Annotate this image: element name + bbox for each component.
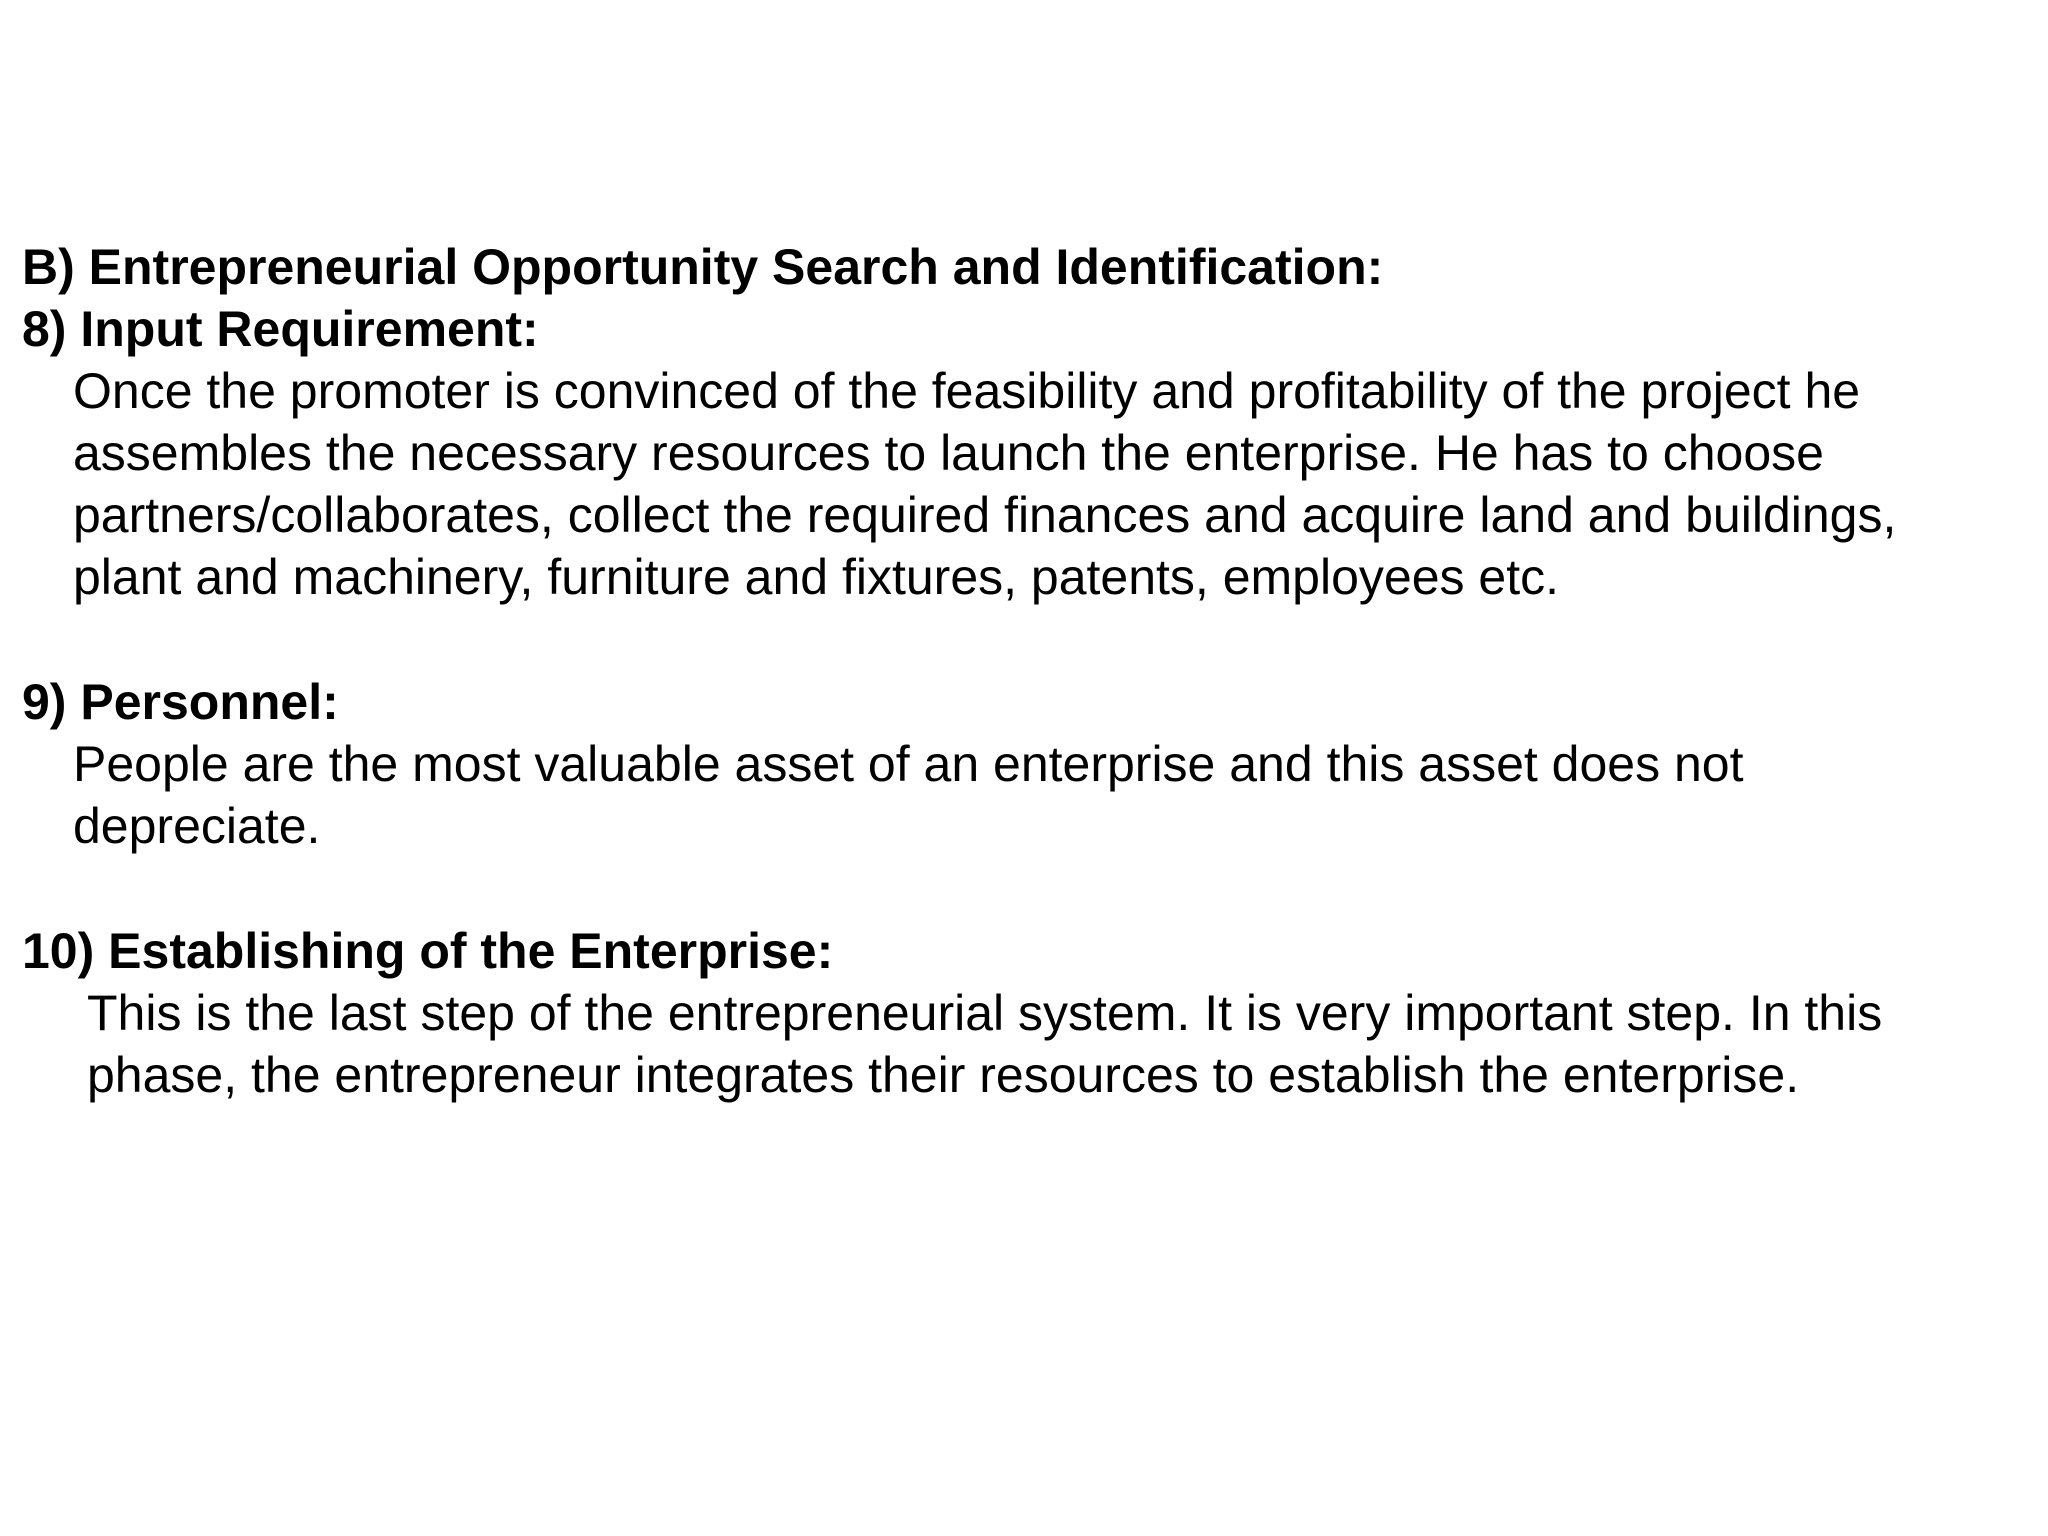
section-body-line: This is the last step of the entrepreneurial system. It is very important step. In this (87, 985, 1883, 1041)
section-body-line: plant and machinery, furniture and fixtures, patents, employees etc. (73, 549, 1559, 605)
section-body-line: phase, the entrepreneur integrates their resources to establish the enterprise. (87, 1047, 1800, 1103)
slide-heading: B) Entrepreneurial Opportunity Search and Identification: (22, 239, 1384, 295)
section-body-line: assembles the necessary resources to launch the enterprise. He has to choose (73, 425, 1824, 481)
section-body-line: partners/collaborates, collect the required finances and acquire land and buildings, (73, 487, 1897, 543)
section-body-line: People are the most valuable asset of an enterprise and this asset does not (73, 736, 1744, 792)
section-body-line: depreciate. (73, 798, 321, 854)
section-title-input-requirement: 8) Input Requirement: (22, 301, 539, 357)
section-title-personnel: 9) Personnel: (22, 674, 339, 730)
section-body-line: Once the promoter is convinced of the feasibility and profitability of the project he (73, 363, 1861, 419)
section-title-establishing: 10) Establishing of the Enterprise: (22, 923, 834, 979)
